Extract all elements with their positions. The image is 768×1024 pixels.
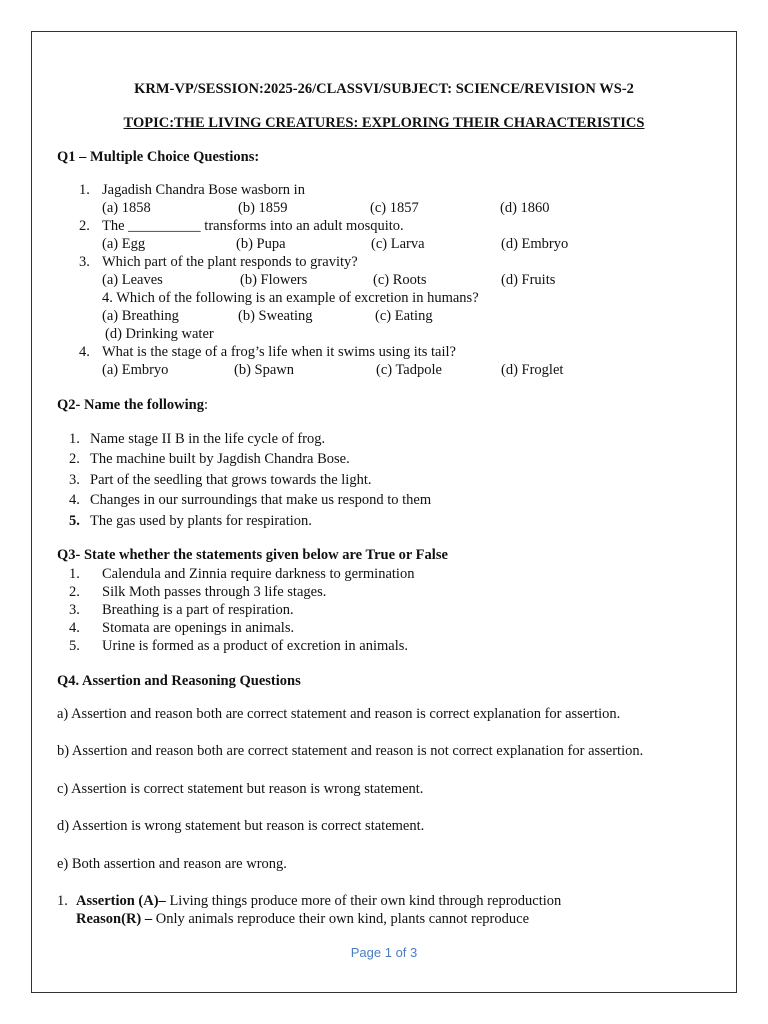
q2-item-number: 5.	[69, 513, 80, 529]
q1-option: (a) Leaves	[102, 272, 163, 288]
q3-item-number: 5.	[69, 638, 80, 654]
q4-answer-option-a: a) Assertion and reason both are correct statement and reason is correct explanation for assertion.	[57, 706, 621, 722]
q1-option: (d) Froglet	[501, 362, 564, 378]
q1-option: (a) Embryo	[102, 362, 169, 378]
q1-option: (d) 1860	[500, 200, 550, 216]
q4-reason	[76, 910, 529, 928]
q3-item-number: 1.	[69, 566, 80, 582]
q1-option: (c) Roots	[373, 272, 427, 288]
q1-question: Which part of the plant responds to gravity?	[102, 254, 358, 270]
q1-item-number: 4.	[79, 344, 90, 360]
q1-question: What is the stage of a frog’s life when it swims using its tail?	[102, 344, 456, 360]
q4-answer-option-b: b) Assertion and reason both are correct statement and reason is not correct explanation for assertion.	[57, 743, 644, 759]
q2-item-text: The gas used by plants for respiration.	[90, 513, 312, 529]
q1-option: (d) Drinking water	[105, 326, 214, 342]
q1-option: (b) Sweating	[238, 308, 313, 324]
q2-item-text: Part of the seedling that grows towards the light.	[90, 472, 372, 488]
q2-item-text: Changes in our surroundings that make us respond to them	[90, 492, 432, 508]
page-number: Page 1 of 3	[350, 945, 418, 960]
assertion-text: Living things produce more of their own kind through reproduction	[165, 893, 562, 909]
worksheet-title: KRM-VP/SESSION:2025-26/CLASSVI/SUBJECT: SCIENCE/REVISION WS-2	[134, 81, 634, 97]
q1-option: (b) 1859	[238, 200, 288, 216]
q2-heading-bold: Q2- Name the following	[57, 397, 204, 413]
q2-item-number: 3.	[69, 472, 80, 488]
q1-option: (a) Egg	[102, 236, 146, 252]
q1-option: (a) Breathing	[102, 308, 179, 324]
q2-item-number: 2.	[69, 451, 80, 467]
q2-heading	[57, 396, 208, 414]
q1-heading: Q1 – Multiple Choice Questions:	[57, 149, 260, 165]
q1-option: (b) Flowers	[240, 272, 308, 288]
worksheet-topic: TOPIC:THE LIVING CREATURES: EXPLORING THEIR CHARACTERISTICS	[123, 115, 645, 131]
q1-option: (c) Tadpole	[376, 362, 442, 378]
q1-item-number: 3.	[79, 254, 90, 270]
q1-option: (b) Spawn	[234, 362, 295, 378]
q3-item-number: 4.	[69, 620, 80, 636]
q4-answer-option-c: c) Assertion is correct statement but reason is wrong statement.	[57, 781, 424, 797]
q3-item-text: Silk Moth passes through 3 life stages.	[102, 584, 327, 600]
q1-option: (c) 1857	[370, 200, 419, 216]
q4-answer-option-d: d) Assertion is wrong statement but reason is correct statement.	[57, 818, 425, 834]
q3-item-text: Stomata are openings in animals.	[102, 620, 295, 636]
q1-option: (d) Fruits	[501, 272, 556, 288]
q2-item-text: Name stage II B in the life cycle of frog.	[90, 431, 326, 447]
q1-item-number: 1.	[79, 182, 90, 198]
q3-item-text: Urine is formed as a product of excretion in animals.	[102, 638, 409, 654]
q1-question: Jagadish Chandra Bose wasborn in	[102, 182, 305, 198]
assertion-label: Assertion (A)–	[76, 893, 166, 909]
q2-item-text: The machine built by Jagdish Chandra Bose.	[90, 451, 350, 467]
q3-item-number: 3.	[69, 602, 80, 618]
q1-option: (a) 1858	[102, 200, 151, 216]
q3-heading: Q3- State whether the statements given below are True or False	[57, 547, 448, 563]
q4-heading: Q4. Assertion and Reasoning Questions	[57, 673, 301, 689]
q4-assertion	[76, 892, 561, 910]
q1-question: 4. Which of the following is an example of excretion in humans?	[102, 290, 479, 306]
q3-item-number: 2.	[69, 584, 80, 600]
reason-text: Only animals reproduce their own kind, plants cannot reproduce	[152, 911, 530, 927]
q4-answer-option-e: e) Both assertion and reason are wrong.	[57, 856, 287, 872]
q1-option: (c) Eating	[375, 308, 433, 324]
q2-item-number: 1.	[69, 431, 80, 447]
q2-heading-colon: :	[204, 397, 209, 413]
q1-item-number: 2.	[79, 218, 90, 234]
q1-option: (d) Embryo	[501, 236, 569, 252]
q3-item-text: Calendula and Zinnia require darkness to germination	[102, 566, 415, 582]
q4-item-number: 1.	[57, 893, 68, 909]
q2-item-number: 4.	[69, 492, 80, 508]
q3-item-text: Breathing is a part of respiration.	[102, 602, 294, 618]
q1-option: (b) Pupa	[236, 236, 286, 252]
reason-label: Reason(R) –	[76, 911, 153, 927]
q1-option: (c) Larva	[371, 236, 425, 252]
q1-question: The __________ transforms into an adult mosquito.	[102, 218, 404, 234]
